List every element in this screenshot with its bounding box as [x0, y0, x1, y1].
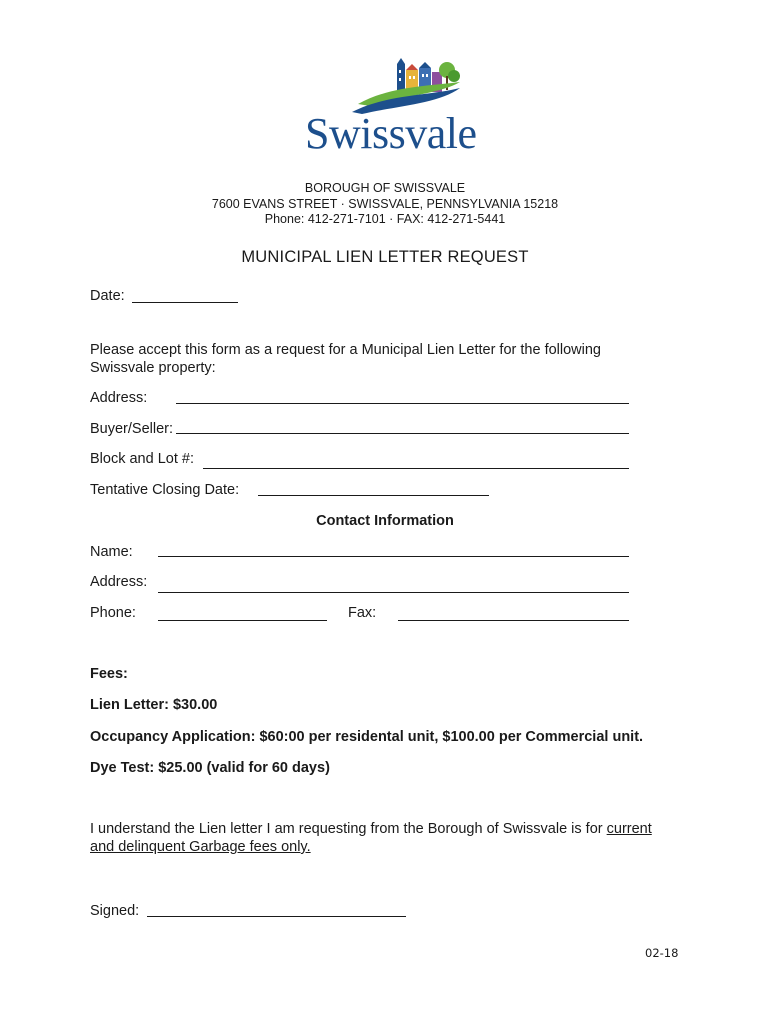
date-label: Date:: [90, 288, 125, 304]
contact-name-label: Name:: [90, 544, 133, 560]
statement-line-1: [90, 820, 652, 839]
page-code: 02-18: [645, 946, 679, 960]
block-lot-label: Block and Lot #:: [90, 451, 194, 467]
date-field[interactable]: [132, 302, 238, 303]
logo-wordmark: Swissvale: [305, 109, 477, 158]
property-address-label: Address:: [90, 390, 148, 406]
contact-name-field[interactable]: [158, 556, 629, 557]
fee-occupancy: Occupancy Application: $60:00 per residental unit, $100.00 per Commercial unit.: [90, 729, 644, 745]
contact-address-label: Address:: [90, 574, 148, 590]
intro-line-1: Please accept this form as a request for a Municipal Lien Letter for the following: [90, 342, 601, 358]
statement-underlined-1: current: [606, 821, 652, 837]
contact-address-field[interactable]: [158, 592, 629, 593]
closing-date-field[interactable]: [258, 495, 489, 496]
signed-label: Signed:: [90, 903, 140, 919]
contact-fax-label: Fax:: [348, 605, 377, 621]
contact-phone-label: Phone:: [90, 605, 136, 621]
closing-date-label: Tentative Closing Date:: [90, 482, 240, 498]
signature-field[interactable]: [147, 916, 406, 917]
fees-heading: Fees:: [90, 666, 128, 682]
fee-dye-test: Dye Test: $25.00 (valid for 60 days): [90, 760, 330, 776]
intro-line-2: Swissvale property:: [90, 360, 216, 376]
statement-line-2: and delinquent Garbage fees only.: [90, 839, 311, 855]
org-phones: Phone: 412-271-7101 · FAX: 412-271-5441: [264, 212, 506, 226]
page-title: MUNICIPAL LIEN LETTER REQUEST: [241, 248, 529, 266]
statement-plain: I understand the Lien letter I am requesting from the Borough of Swissvale is for: [90, 821, 607, 837]
buyer-seller-field[interactable]: [176, 433, 629, 434]
property-address-field[interactable]: [176, 403, 629, 404]
org-address: 7600 EVANS STREET · SWISSVALE, PENNSYLVANIA 15218: [211, 197, 559, 211]
buyer-seller-label: Buyer/Seller:: [90, 421, 174, 437]
contact-fax-field[interactable]: [398, 620, 629, 621]
block-lot-field[interactable]: [203, 468, 629, 469]
contact-phone-field[interactable]: [158, 620, 327, 621]
contact-heading: Contact Information: [316, 513, 454, 529]
fee-lien-letter: Lien Letter: $30.00: [90, 697, 218, 713]
org-name: BOROUGH OF SWISSVALE: [304, 181, 466, 195]
